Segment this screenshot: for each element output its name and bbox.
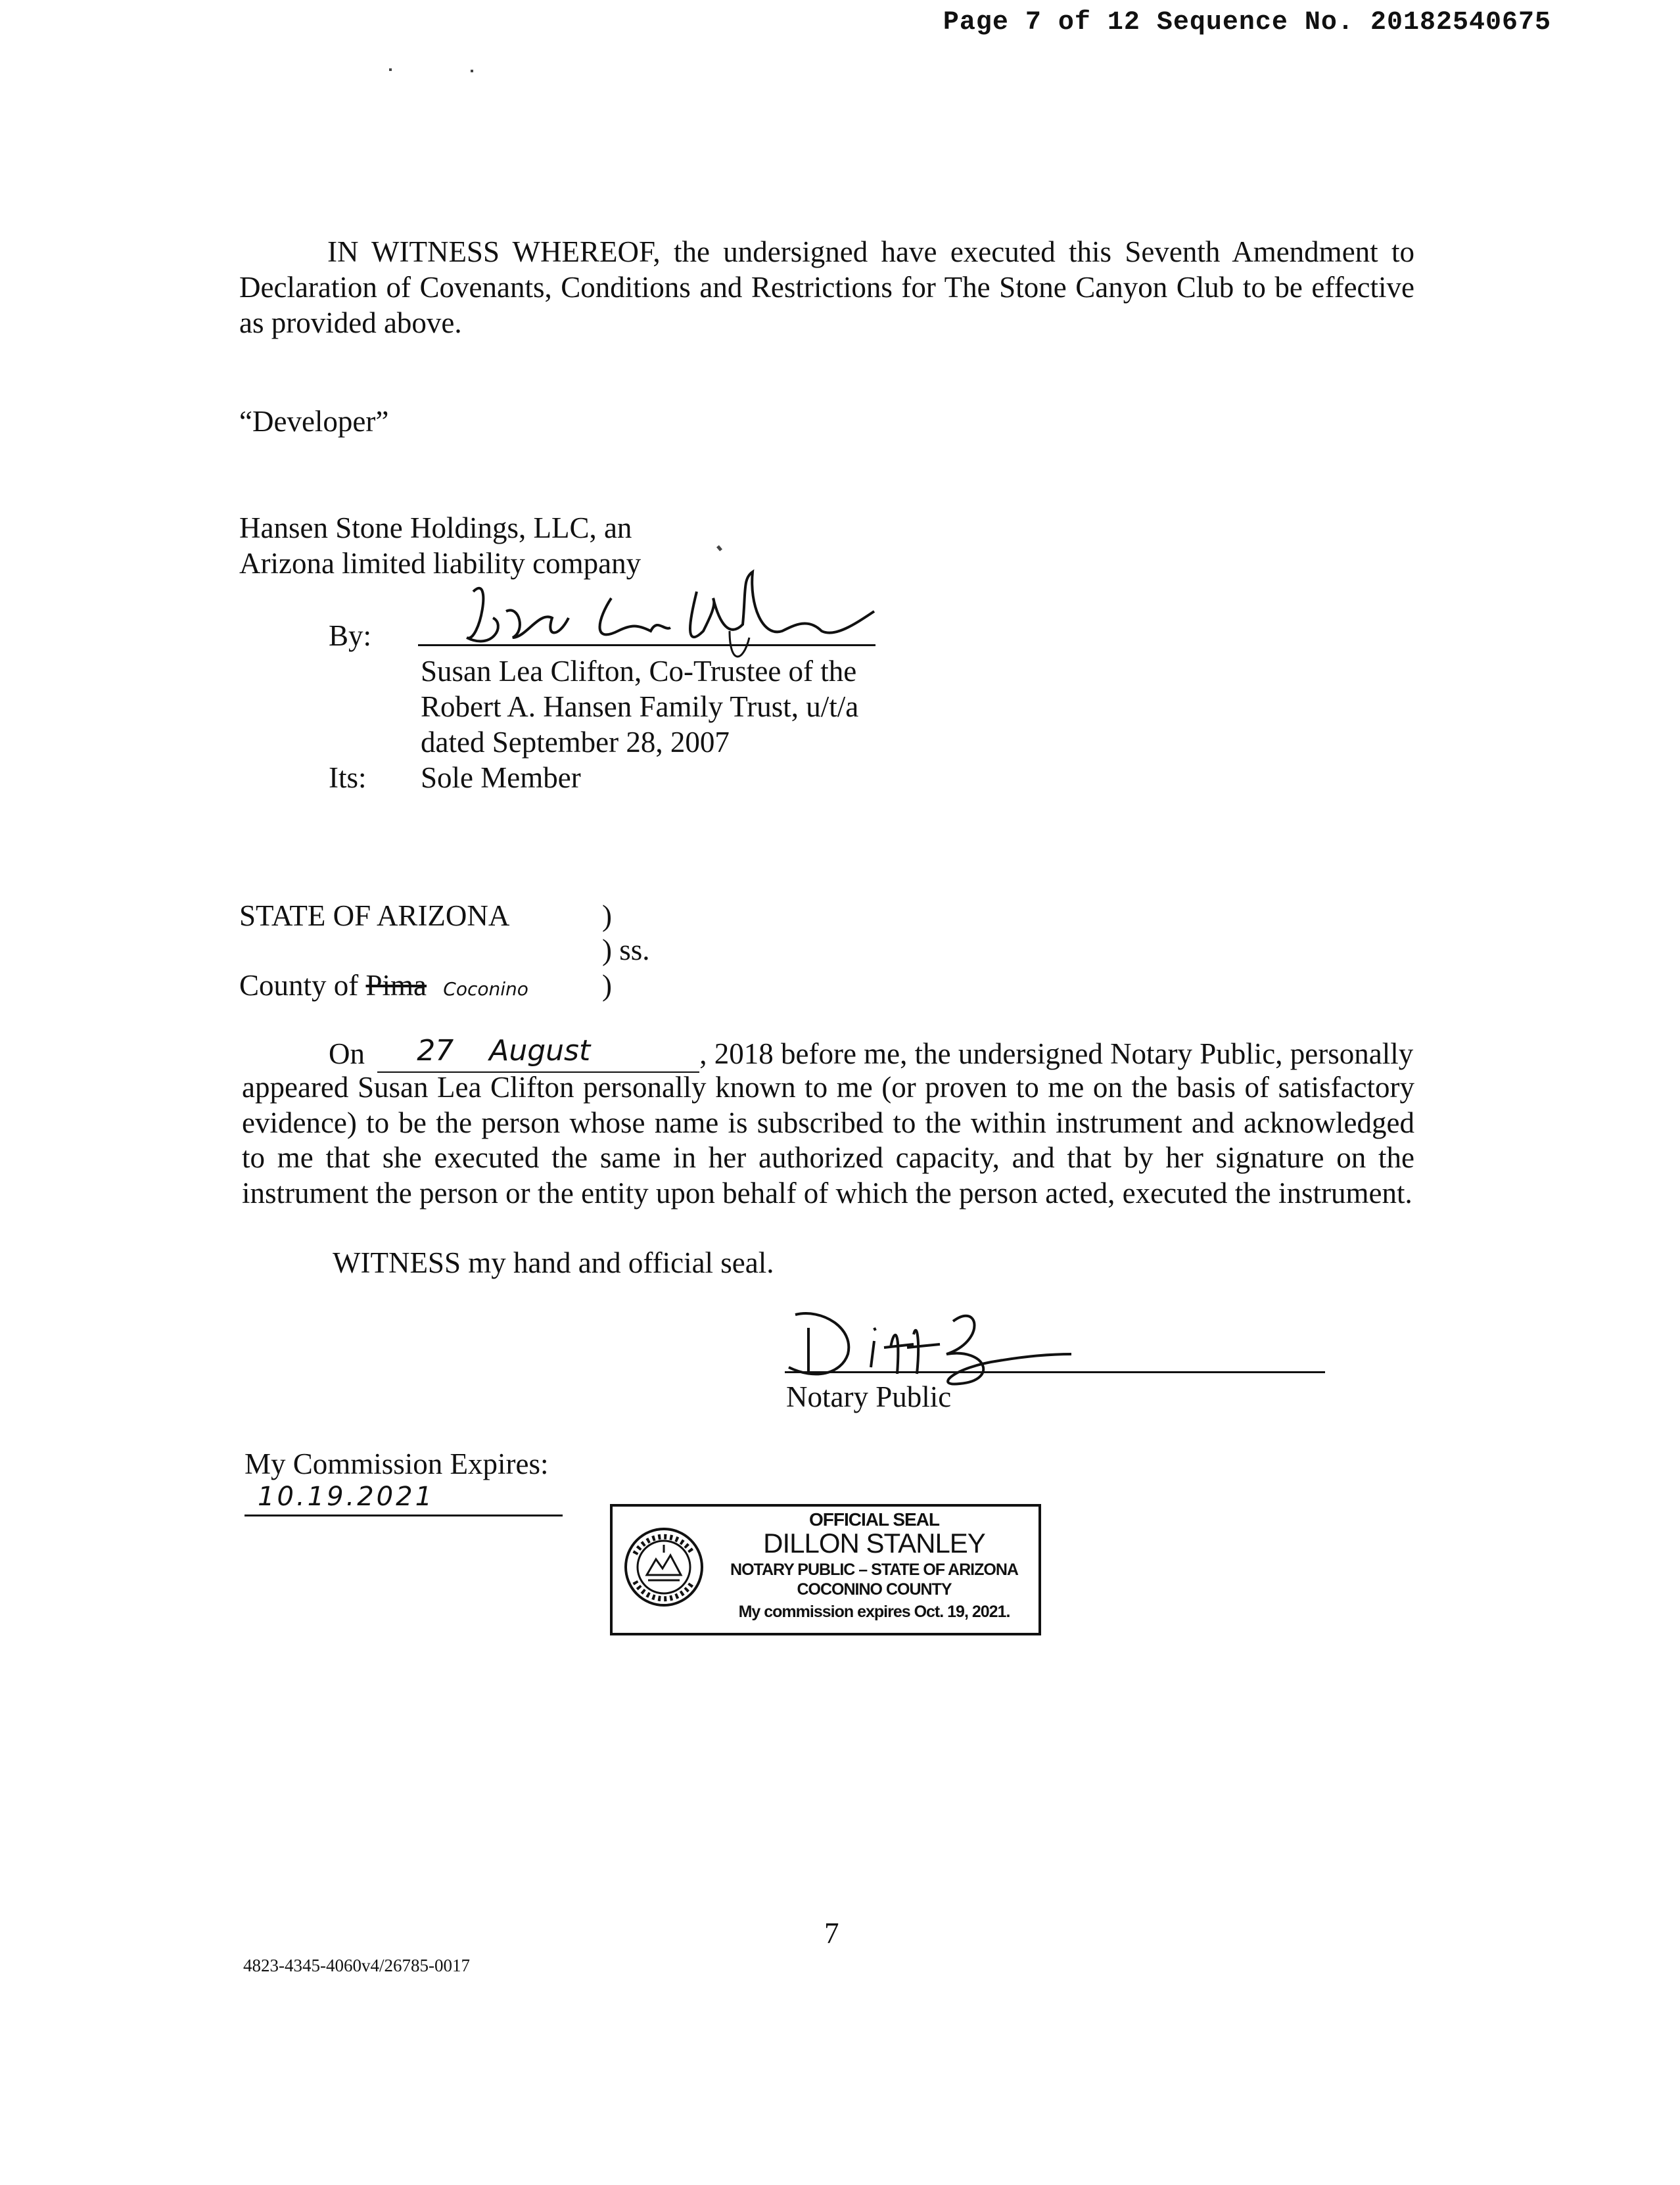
county-prefix: County of	[239, 969, 359, 1002]
seal-title: OFFICIAL SEAL	[808, 1509, 940, 1530]
company-name-line1: Hansen Stone Holdings, LLC, an	[239, 511, 632, 544]
its-value: Sole Member	[421, 761, 581, 794]
witness-whereof-paragraph	[239, 234, 1414, 341]
handwritten-date: 27 August	[417, 1034, 591, 1068]
venue-state: STATE OF ARIZONA	[239, 899, 510, 932]
signer-name-line2: Robert A. Hansen Family Trust, u/t/a	[421, 690, 859, 723]
signer-name-line3: dated September 28, 2007	[421, 726, 730, 759]
notary-signature-line	[785, 1371, 1325, 1373]
acknowledgment-first-line	[329, 1036, 1413, 1073]
venue-paren-1: )	[602, 899, 612, 932]
venue-paren-2: ) ss.	[602, 933, 650, 966]
acknowledgment-body	[242, 1070, 1414, 1211]
county-handwritten: Coconino	[443, 978, 528, 1000]
county-struck: Pima	[365, 969, 427, 1002]
page-number: 7	[824, 1917, 839, 1950]
company-name-line2: Arizona limited liability company	[239, 547, 642, 580]
notary-public-label: Notary Public	[786, 1380, 952, 1413]
commission-line	[245, 1515, 563, 1516]
acknowledgment-body-text: appeared Susan Lea Clifton personally known to me (or proven to me on the basis of satisfactory evidence) to be the person whose name is subscribed to the within instrument and acknowledged to me that she executed the same in her authorized capacity, and that by her signature on the instrument the person or the entity upon behalf of which the person acted, executed the instrument.	[242, 1071, 1414, 1210]
scan-mark	[389, 68, 392, 71]
seal-notary-name: DILLON STANLEY	[763, 1528, 985, 1559]
witness-whereof-text: IN WITNESS WHEREOF, the undersigned have executed this Seventh Amendment to Declaration of Covenants, Conditions and Restrictions for The Stone Canyon Club to be effective as provided above.	[239, 235, 1414, 339]
document-id: 4823-4345-4060v4/26785-0017	[243, 1956, 470, 1975]
seal-expiration: My commission expires Oct. 19, 2021.	[738, 1603, 1010, 1621]
its-label: Its:	[329, 761, 367, 794]
page-header: Page 7 of 12 Sequence No. 20182540675	[943, 8, 1551, 37]
arizona-state-seal-icon	[622, 1521, 707, 1613]
signer-name-line1: Susan Lea Clifton, Co-Trustee of the	[421, 655, 857, 688]
commission-handwritten: 10.19.2021	[258, 1482, 435, 1512]
seal-county: COCONINO COUNTY	[797, 1580, 952, 1599]
date-blank	[377, 1036, 699, 1073]
commission-label: My Commission Expires:	[245, 1447, 549, 1480]
by-label: By:	[329, 619, 372, 652]
scan-mark	[716, 545, 722, 551]
developer-label: “Developer”	[239, 405, 389, 438]
venue-county	[239, 968, 528, 1007]
on-label: On	[329, 1037, 365, 1070]
venue-paren-3: )	[602, 969, 612, 1002]
witness-hand-text: WITNESS my hand and official seal.	[333, 1246, 774, 1279]
acknowledgment-line1-rest: , 2018 before me, the undersigned Notary Public, personally	[699, 1037, 1414, 1070]
seal-notary-state: NOTARY PUBLIC – STATE OF ARIZONA	[730, 1561, 1018, 1579]
notary-seal-stamp	[610, 1504, 1041, 1635]
scan-mark	[471, 70, 473, 72]
